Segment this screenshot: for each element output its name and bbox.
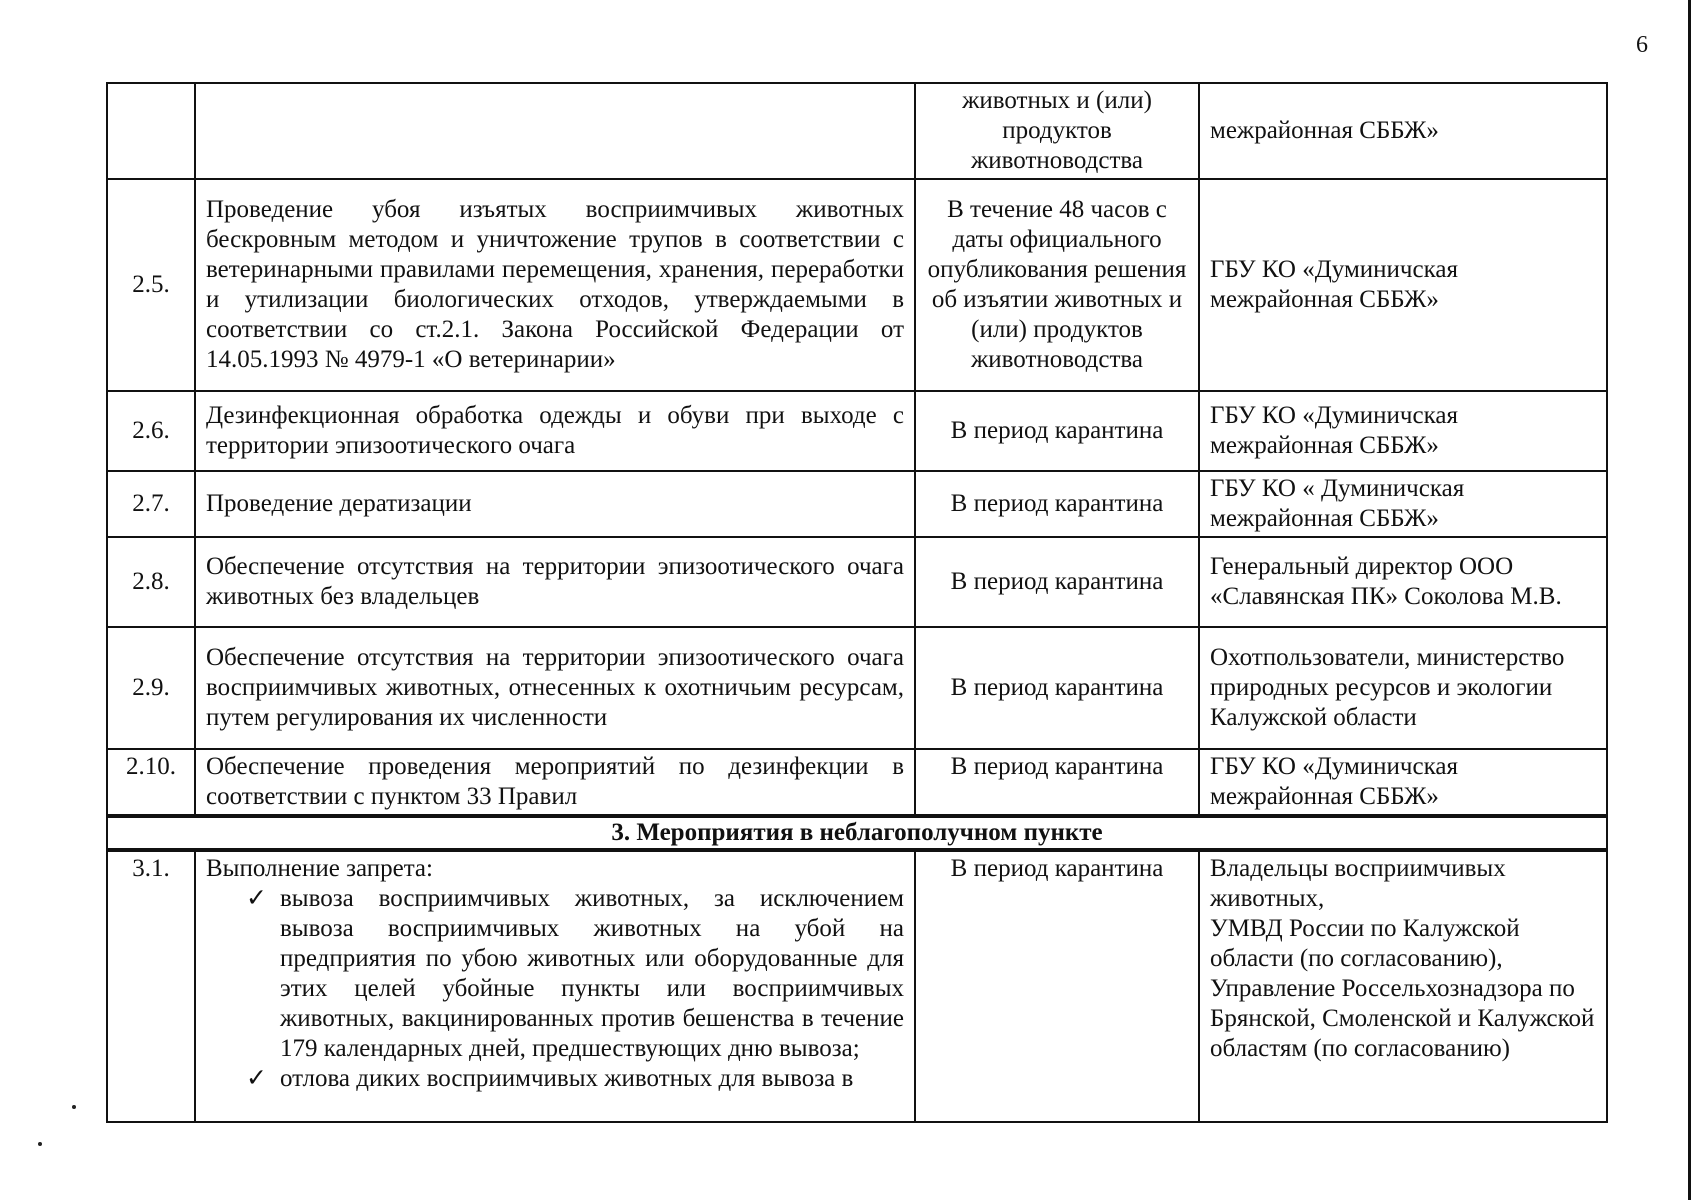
list-item: [246, 1064, 904, 1094]
responsible-cell: Охотпользователи, министерство природных ресурсов и экологии Калужской области: [1199, 627, 1607, 749]
responsible-line: Владельцы восприимчивых животных,: [1210, 855, 1506, 912]
term-cell: В период карантина: [915, 749, 1199, 816]
action-intro: Выполнение запрета:: [206, 855, 433, 882]
row-number: 2.10.: [107, 749, 195, 816]
section-header-row: [107, 816, 1607, 850]
responsible-line: Управление Россельхознадзора по Брянской, Смоленской и Калужской областям (по согласованию): [1210, 975, 1595, 1062]
action-cell: [195, 83, 915, 179]
list-item-text: отлова диких восприимчивых животных для вывоза в: [280, 1065, 854, 1092]
page-number: 6: [1636, 32, 1648, 58]
row-number: 3.1.: [107, 850, 195, 1122]
responsible-cell: Генеральный директор ООО «Славянская ПК» Соколова М.В.: [1199, 537, 1607, 627]
action-cell: Проведение дератизации: [195, 471, 915, 537]
checkmark-icon: ✓: [246, 1065, 267, 1092]
row-number: 2.8.: [107, 537, 195, 627]
responsible-line: УМВД России по Калужской области (по согласованию),: [1210, 915, 1520, 972]
table-row: [107, 850, 1607, 1122]
list-item-text: вывоза восприимчивых животных, за исключением вывоза восприимчивых животных на убой на предприятия по убою животных или оборудованные для этих целей убойные пункты или восприимчивых животных, вакцинированных против бешенства в течение 179 календарных дней, предшествующих дню вывоза;: [280, 885, 904, 1062]
table-row: [107, 391, 1607, 471]
page-edge-line: [1688, 0, 1691, 1200]
row-number: 2.7.: [107, 471, 195, 537]
action-cell: [195, 850, 915, 1122]
action-cell: Дезинфекционная обработка одежды и обуви при выходе с территории эпизоотического очага: [195, 391, 915, 471]
scan-speck: [72, 1105, 76, 1109]
action-cell: Обеспечение отсутствия на территории эпизоотического очага восприимчивых животных, отнесенных к охотничьим ресурсам, путем регулирования их численности: [195, 627, 915, 749]
table-row: [107, 179, 1607, 391]
table-row: [107, 749, 1607, 816]
section-title: 3. Мероприятия в неблагополучном пункте: [107, 816, 1607, 850]
measures-table: [106, 82, 1608, 1123]
term-cell: В период карантина: [915, 471, 1199, 537]
row-number: [107, 83, 195, 179]
term-cell: В период карантина: [915, 850, 1199, 1122]
checkmark-icon: ✓: [246, 885, 267, 912]
term-cell: В период карантина: [915, 537, 1199, 627]
row-number: 2.6.: [107, 391, 195, 471]
table-row: [107, 627, 1607, 749]
responsible-cell: ГБУ КО « Думиничская межрайонная СББЖ»: [1199, 471, 1607, 537]
responsible-cell: ГБУ КО «Думиничская межрайонная СББЖ»: [1199, 179, 1607, 391]
responsible-cell: [1199, 850, 1607, 1122]
term-cell: В период карантина: [915, 391, 1199, 471]
table-row: [107, 537, 1607, 627]
list-item: [246, 884, 904, 1064]
row-number: 2.5.: [107, 179, 195, 391]
term-cell: животных и (или) продуктов животноводства: [915, 83, 1199, 179]
action-cell: Обеспечение отсутствия на территории эпизоотического очага животных без владельцев: [195, 537, 915, 627]
action-cell: Обеспечение проведения мероприятий по дезинфекции в соответствии с пунктом 33 Правил: [195, 749, 915, 816]
prohibition-list: [206, 884, 904, 1094]
table-row: [107, 83, 1607, 179]
responsible-cell: ГБУ КО «Думиничская межрайонная СББЖ»: [1199, 391, 1607, 471]
table-row: [107, 471, 1607, 537]
responsible-cell: ГБУ КО «Думиничская межрайонная СББЖ»: [1199, 749, 1607, 816]
term-cell: В течение 48 часов с даты официального опубликования решения об изъятии животных и (или) продуктов животноводства: [915, 179, 1199, 391]
responsible-cell: межрайонная СББЖ»: [1199, 83, 1607, 179]
action-cell: Проведение убоя изъятых восприимчивых животных бескровным методом и уничтожение трупов в соответствии с ветеринарными правилами перемещения, хранения, переработки и утилизации биологических отходов, утверждаемыми в соответствии со ст.2.1. Закона Российской Федерации от 14.05.1993 № 4979-1 «О ветеринарии»: [195, 179, 915, 391]
row-number: 2.9.: [107, 627, 195, 749]
term-cell: В период карантина: [915, 627, 1199, 749]
scan-speck: [38, 1142, 42, 1146]
